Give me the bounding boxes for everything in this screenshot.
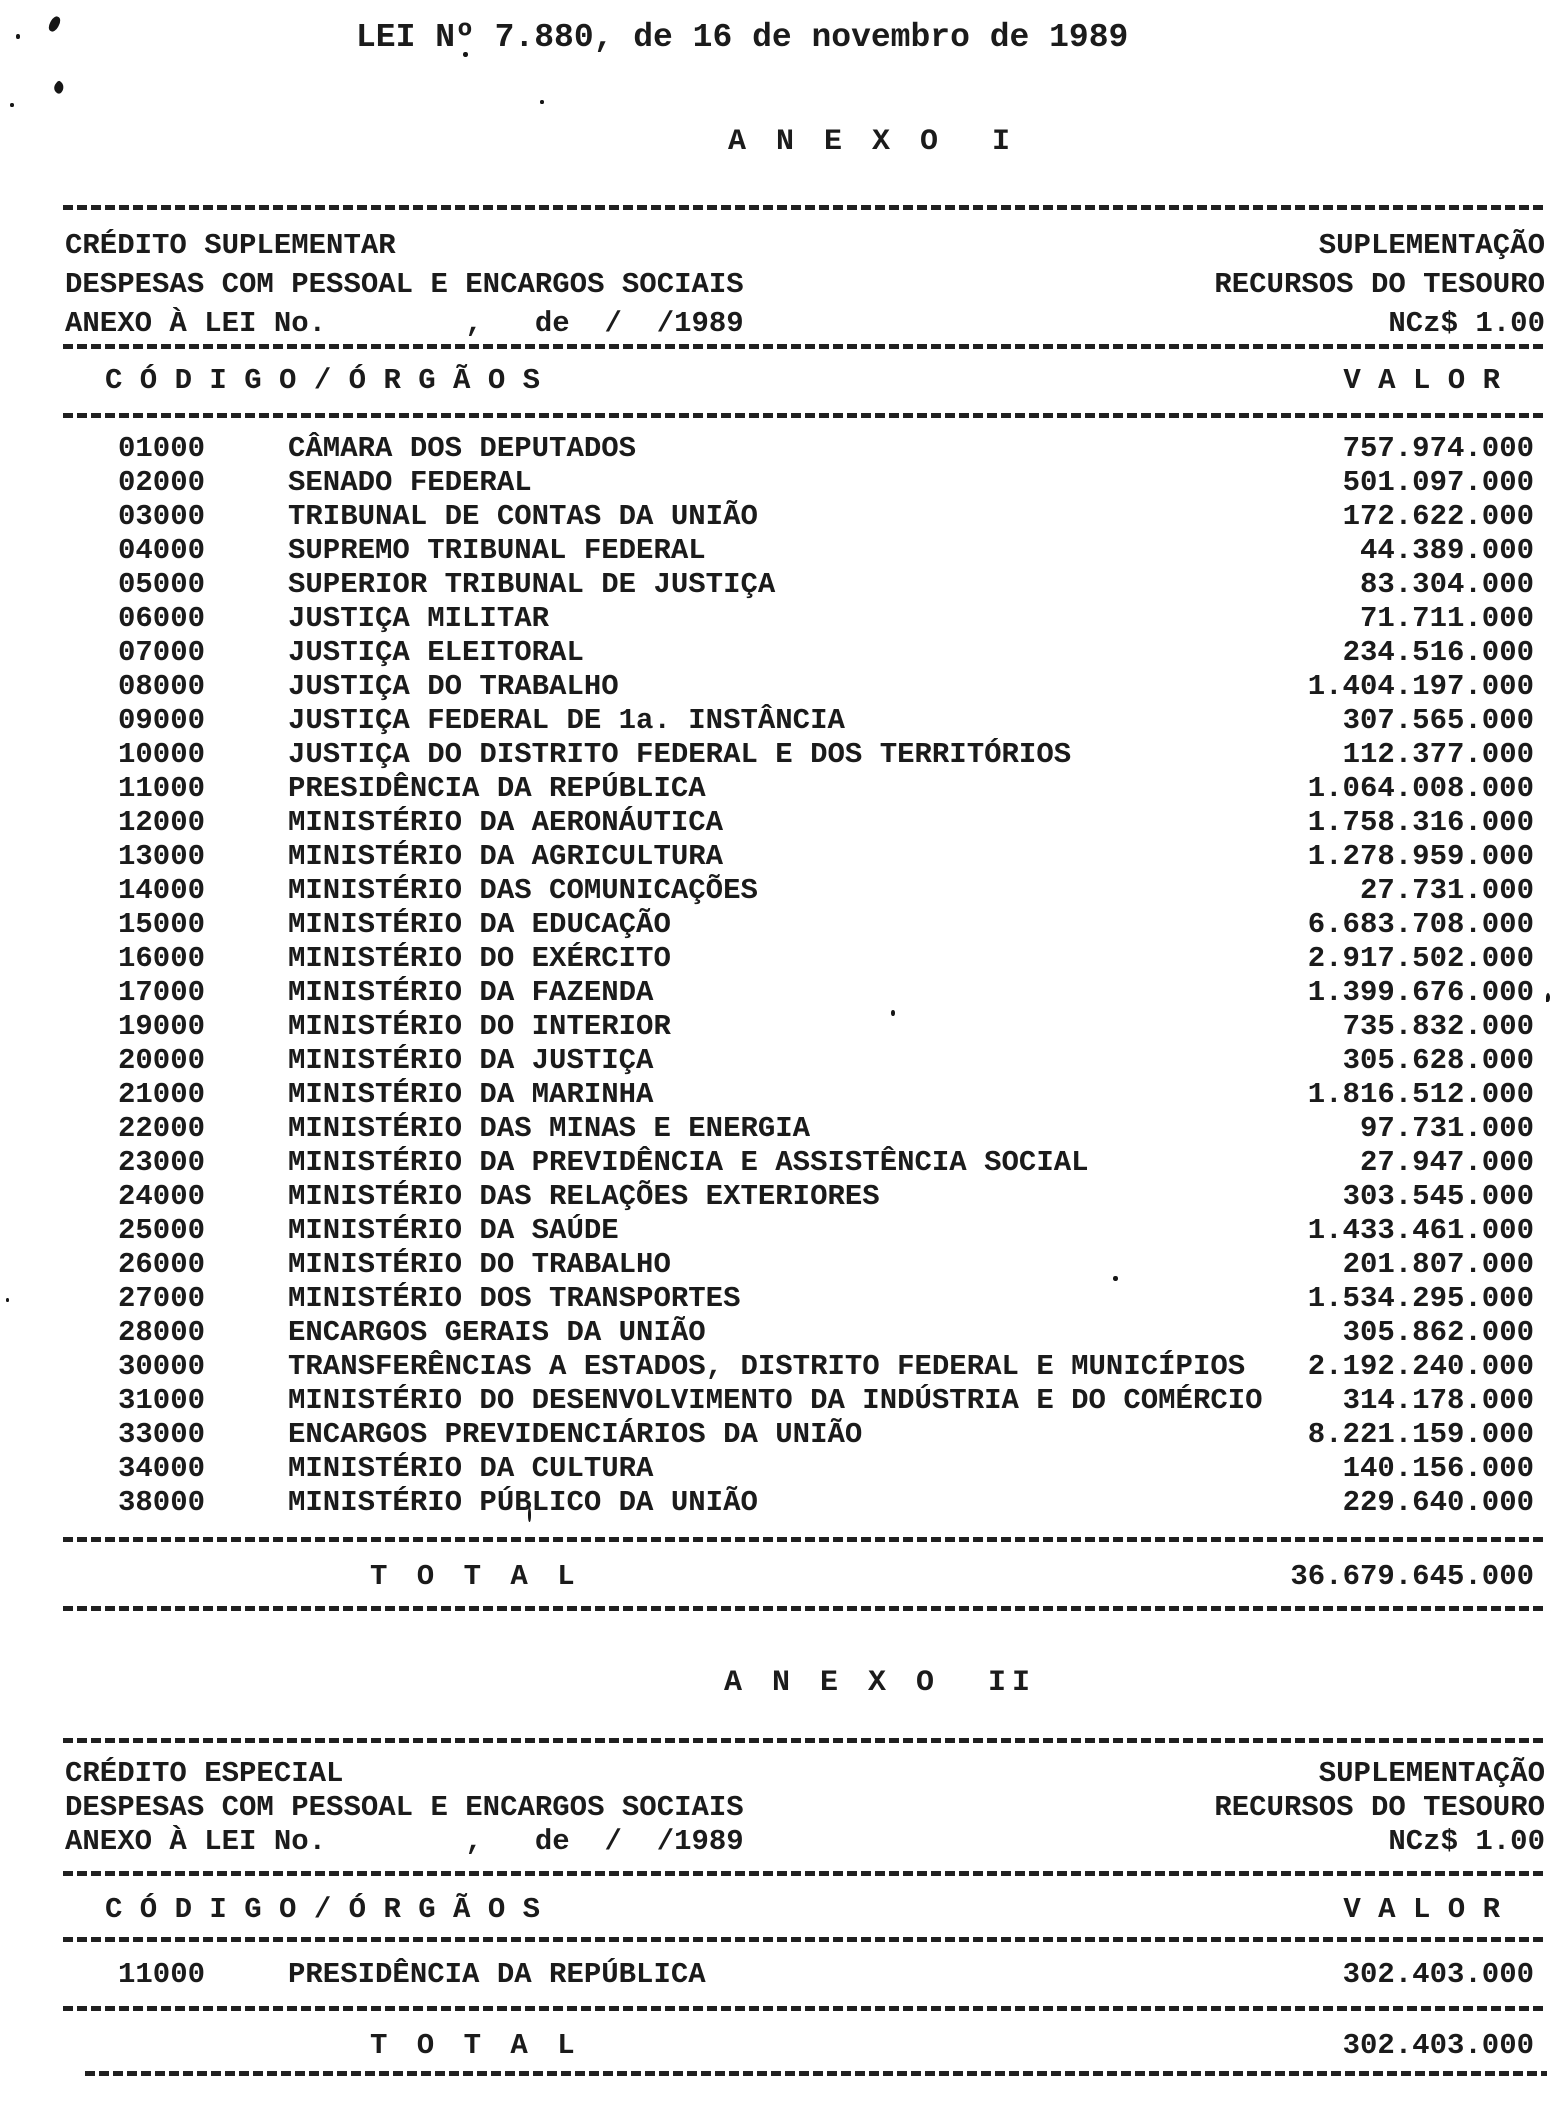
row-name: JUSTIÇA DO TRABALHO xyxy=(288,670,619,703)
row-name: PRESIDÊNCIA DA REPÚBLICA xyxy=(288,1958,706,1991)
dashed-divider xyxy=(63,1606,1547,1611)
row-code: 04000 xyxy=(118,534,206,567)
row-code: 34000 xyxy=(118,1452,206,1485)
column-header-codigo-orgaos: C Ó D I G O / Ó R G Ã O S xyxy=(105,364,541,397)
row-code: 02000 xyxy=(118,466,206,499)
row-name: MINISTÉRIO DA JUSTIÇA xyxy=(288,1044,654,1077)
scan-noise-mark xyxy=(52,80,67,95)
row-code: 08000 xyxy=(118,670,206,703)
supplementation-label: SUPLEMENTAÇÃO xyxy=(1318,229,1545,262)
treasury-resources-label: RECURSOS DO TESOURO xyxy=(1214,1791,1545,1824)
row-code: 13000 xyxy=(118,840,206,873)
table-row xyxy=(0,602,1562,636)
row-value: 172.622.000 xyxy=(1342,500,1534,533)
row-code: 06000 xyxy=(118,602,206,635)
table-row xyxy=(0,500,1562,534)
anexo2-table xyxy=(0,1958,1562,1992)
expense-category-label: DESPESAS COM PESSOAL E ENCARGOS SOCIAIS xyxy=(65,268,744,301)
row-value: 1.758.316.000 xyxy=(1307,806,1534,839)
currency-unit-label: NCz$ 1.00 xyxy=(1388,307,1545,340)
table-row xyxy=(0,1316,1562,1350)
table-row xyxy=(0,840,1562,874)
row-value: 303.545.000 xyxy=(1342,1180,1534,1213)
row-code: 12000 xyxy=(118,806,206,839)
table-row xyxy=(0,1452,1562,1486)
row-code: 19000 xyxy=(118,1010,206,1043)
anexo1-table xyxy=(0,432,1562,1520)
row-name: MINISTÉRIO DA AERONÁUTICA xyxy=(288,806,724,839)
table-row xyxy=(0,1044,1562,1078)
row-code: 33000 xyxy=(118,1418,206,1451)
row-name: MINISTÉRIO DA AGRICULTURA xyxy=(288,840,724,873)
row-code: 07000 xyxy=(118,636,206,669)
table-row xyxy=(0,1214,1562,1248)
anexo2-total-row xyxy=(0,2029,1562,2063)
row-value: 71.711.000 xyxy=(1359,602,1534,635)
row-code: 28000 xyxy=(118,1316,206,1349)
scan-noise-mark xyxy=(16,34,20,39)
anexo1-heading: A N E X O I xyxy=(728,125,1017,159)
row-value: 1.816.512.000 xyxy=(1307,1078,1534,1111)
row-value: 201.807.000 xyxy=(1342,1248,1534,1281)
row-value: 6.683.708.000 xyxy=(1307,908,1534,941)
total-value: 302.403.000 xyxy=(1342,2029,1534,2062)
table-row xyxy=(0,636,1562,670)
treasury-resources-label: RECURSOS DO TESOURO xyxy=(1214,268,1545,301)
table-row xyxy=(0,942,1562,976)
row-value: 27.731.000 xyxy=(1359,874,1534,907)
table-row xyxy=(0,738,1562,772)
dashed-divider xyxy=(63,1871,1547,1876)
dashed-divider xyxy=(63,1937,1547,1942)
row-value: 1.064.008.000 xyxy=(1307,772,1534,805)
row-code: 26000 xyxy=(118,1248,206,1281)
row-code: 24000 xyxy=(118,1180,206,1213)
dashed-divider xyxy=(63,413,1547,418)
anexo2-header-block xyxy=(65,1757,1545,1859)
table-row xyxy=(0,908,1562,942)
row-code: 14000 xyxy=(118,874,206,907)
row-code: 23000 xyxy=(118,1146,206,1179)
anexo1-header-block xyxy=(65,226,1545,343)
row-value: 2.917.502.000 xyxy=(1307,942,1534,975)
row-name: JUSTIÇA MILITAR xyxy=(288,602,550,635)
row-name: SUPERIOR TRIBUNAL DE JUSTIÇA xyxy=(288,568,776,601)
table-row xyxy=(0,1418,1562,1452)
table-row xyxy=(0,1180,1562,1214)
row-name: JUSTIÇA FEDERAL DE 1a. INSTÂNCIA xyxy=(288,704,845,737)
row-code: 15000 xyxy=(118,908,206,941)
total-label: T O T A L xyxy=(370,2029,581,2062)
row-value: 757.974.000 xyxy=(1342,432,1534,465)
row-name: MINISTÉRIO DO INTERIOR xyxy=(288,1010,671,1043)
dashed-divider xyxy=(63,2006,1547,2011)
table-row xyxy=(0,1384,1562,1418)
row-value: 305.862.000 xyxy=(1342,1316,1534,1349)
row-code: 27000 xyxy=(118,1282,206,1315)
row-code: 22000 xyxy=(118,1112,206,1145)
row-name: JUSTIÇA DO DISTRITO FEDERAL E DOS TERRITÓRIOS xyxy=(288,738,1072,771)
table-row xyxy=(0,976,1562,1010)
row-name: ENCARGOS GERAIS DA UNIÃO xyxy=(288,1316,706,1349)
total-label: T O T A L xyxy=(370,1560,581,1593)
row-name: SUPREMO TRIBUNAL FEDERAL xyxy=(288,534,706,567)
table-row xyxy=(0,874,1562,908)
row-name: ENCARGOS PREVIDENCIÁRIOS DA UNIÃO xyxy=(288,1418,863,1451)
row-value: 1.534.295.000 xyxy=(1307,1282,1534,1315)
law-reference-label: ANEXO À LEI No. , de / /1989 xyxy=(65,307,744,340)
row-value: 27.947.000 xyxy=(1359,1146,1534,1179)
row-code: 11000 xyxy=(118,1958,206,1991)
row-name: MINISTÉRIO DA PREVIDÊNCIA E ASSISTÊNCIA SOCIAL xyxy=(288,1146,1089,1179)
expense-category-label: DESPESAS COM PESSOAL E ENCARGOS SOCIAIS xyxy=(65,1791,744,1824)
row-name: MINISTÉRIO DA FAZENDA xyxy=(288,976,654,1009)
row-name: JUSTIÇA ELEITORAL xyxy=(288,636,584,669)
table-row xyxy=(0,432,1562,466)
scan-noise-mark xyxy=(47,15,62,33)
row-code: 31000 xyxy=(118,1384,206,1417)
table-row xyxy=(0,1486,1562,1520)
row-code: 11000 xyxy=(118,772,206,805)
row-code: 05000 xyxy=(118,568,206,601)
row-code: 16000 xyxy=(118,942,206,975)
row-value: 44.389.000 xyxy=(1359,534,1534,567)
table-row xyxy=(0,1248,1562,1282)
row-code: 17000 xyxy=(118,976,206,1009)
row-value: 229.640.000 xyxy=(1342,1486,1534,1519)
row-name: MINISTÉRIO DA CULTURA xyxy=(288,1452,654,1485)
row-code: 10000 xyxy=(118,738,206,771)
row-value: 1.278.959.000 xyxy=(1307,840,1534,873)
credit-type-label: CRÉDITO SUPLEMENTAR xyxy=(65,229,396,262)
anexo2-heading: A N E X O II xyxy=(724,1666,1037,1700)
anexo1-total-row xyxy=(0,1560,1562,1594)
supplementation-label: SUPLEMENTAÇÃO xyxy=(1318,1757,1545,1790)
dashed-divider xyxy=(63,1537,1547,1542)
row-value: 140.156.000 xyxy=(1342,1452,1534,1485)
table-row xyxy=(0,670,1562,704)
row-code: 03000 xyxy=(118,500,206,533)
row-value: 234.516.000 xyxy=(1342,636,1534,669)
row-value: 307.565.000 xyxy=(1342,704,1534,737)
law-reference-label: ANEXO À LEI No. , de / /1989 xyxy=(65,1825,744,1858)
credit-type-label: CRÉDITO ESPECIAL xyxy=(65,1757,344,1790)
row-value: 112.377.000 xyxy=(1342,738,1534,771)
row-value: 501.097.000 xyxy=(1342,466,1534,499)
row-code: 25000 xyxy=(118,1214,206,1247)
row-value: 8.221.159.000 xyxy=(1307,1418,1534,1451)
row-code: 01000 xyxy=(118,432,206,465)
row-code: 21000 xyxy=(118,1078,206,1111)
dashed-divider xyxy=(63,344,1547,349)
row-code: 38000 xyxy=(118,1486,206,1519)
row-name: MINISTÉRIO DAS RELAÇÕES EXTERIORES xyxy=(288,1180,880,1213)
table-row xyxy=(0,534,1562,568)
dashed-divider xyxy=(63,1738,1547,1743)
scan-noise-mark xyxy=(540,100,544,104)
row-value: 1.404.197.000 xyxy=(1307,670,1534,703)
row-name: MINISTÉRIO DA EDUCAÇÃO xyxy=(288,908,671,941)
table-row xyxy=(0,466,1562,500)
row-name: MINISTÉRIO DO TRABALHO xyxy=(288,1248,671,1281)
document-title: LEI Nº 7.880, de 16 de novembro de 1989 xyxy=(356,19,1129,56)
row-code: 09000 xyxy=(118,704,206,737)
row-name: TRIBUNAL DE CONTAS DA UNIÃO xyxy=(288,500,758,533)
table-row xyxy=(0,806,1562,840)
row-name: CÂMARA DOS DEPUTADOS xyxy=(288,432,637,465)
row-name: MINISTÉRIO DO DESENVOLVIMENTO DA INDÚSTRIA E DO COMÉRCIO xyxy=(288,1384,1263,1417)
row-name: TRANSFERÊNCIAS A ESTADOS, DISTRITO FEDERAL E MUNICÍPIOS xyxy=(288,1350,1246,1383)
row-value: 2.192.240.000 xyxy=(1307,1350,1534,1383)
row-code: 30000 xyxy=(118,1350,206,1383)
row-name: MINISTÉRIO DA SAÚDE xyxy=(288,1214,619,1247)
row-value: 305.628.000 xyxy=(1342,1044,1534,1077)
anexo1-column-headers xyxy=(105,364,1500,398)
row-value: 302.403.000 xyxy=(1342,1958,1534,1991)
table-row xyxy=(0,772,1562,806)
table-row xyxy=(0,1350,1562,1384)
row-name: MINISTÉRIO DAS MINAS E ENERGIA xyxy=(288,1112,811,1145)
column-header-valor: V A L O R xyxy=(1343,1893,1500,1926)
row-value: 1.399.676.000 xyxy=(1307,976,1534,1009)
row-name: MINISTÉRIO DAS COMUNICAÇÕES xyxy=(288,874,758,907)
table-row xyxy=(0,1958,1562,1992)
table-row xyxy=(0,1146,1562,1180)
row-name: MINISTÉRIO DO EXÉRCITO xyxy=(288,942,671,975)
row-name: MINISTÉRIO DA MARINHA xyxy=(288,1078,654,1111)
scan-noise-mark xyxy=(10,103,14,107)
dashed-divider xyxy=(63,205,1547,210)
column-header-codigo-orgaos: C Ó D I G O / Ó R G Ã O S xyxy=(105,1893,541,1926)
table-row xyxy=(0,1282,1562,1316)
row-value: 735.832.000 xyxy=(1342,1010,1534,1043)
table-row xyxy=(0,568,1562,602)
row-value: 83.304.000 xyxy=(1359,568,1534,601)
table-row xyxy=(0,704,1562,738)
column-header-valor: V A L O R xyxy=(1343,364,1500,397)
row-name: PRESIDÊNCIA DA REPÚBLICA xyxy=(288,772,706,805)
anexo2-column-headers xyxy=(105,1893,1500,1927)
table-row xyxy=(0,1010,1562,1044)
row-value: 1.433.461.000 xyxy=(1307,1214,1534,1247)
currency-unit-label: NCz$ 1.00 xyxy=(1388,1825,1545,1858)
total-value: 36.679.645.000 xyxy=(1290,1560,1534,1593)
row-code: 20000 xyxy=(118,1044,206,1077)
row-value: 314.178.000 xyxy=(1342,1384,1534,1417)
row-name: MINISTÉRIO DOS TRANSPORTES xyxy=(288,1282,741,1315)
table-row xyxy=(0,1078,1562,1112)
row-value: 97.731.000 xyxy=(1359,1112,1534,1145)
dashed-divider xyxy=(85,2071,1547,2076)
row-name: MINISTÉRIO PÚBLICO DA UNIÃO xyxy=(288,1486,758,1519)
table-row xyxy=(0,1112,1562,1146)
row-name: SENADO FEDERAL xyxy=(288,466,532,499)
